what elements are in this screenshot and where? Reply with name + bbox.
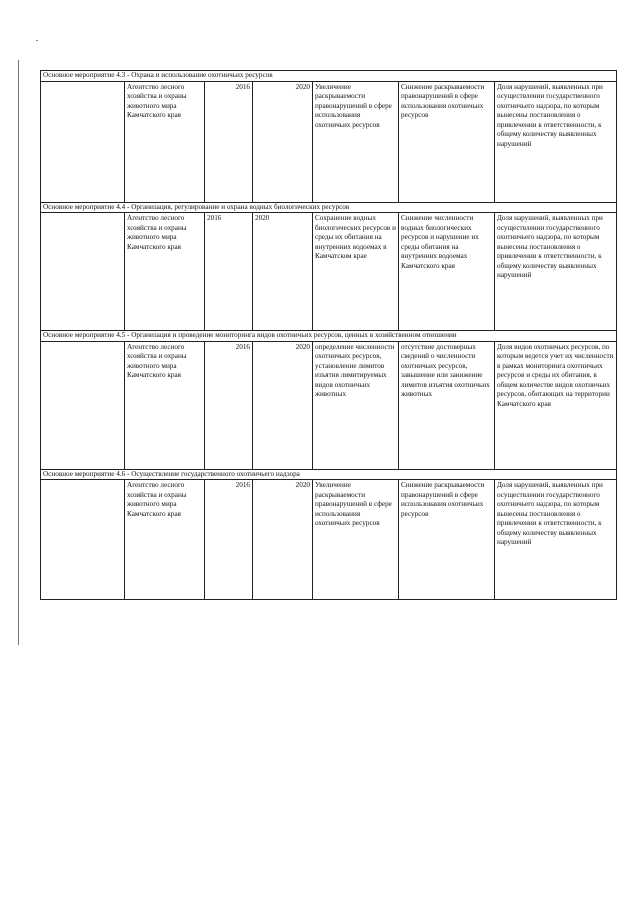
measure-row: [41, 341, 617, 469]
end-year-cell: 2020: [253, 213, 313, 331]
consequence-cell: Снижение раскрываемости правонарушений в сфере использования охотничьих ресурсов: [399, 480, 495, 600]
section-header: [41, 71, 617, 82]
expected-result-cell: определение численности охотничьих ресурсов, установление лимитов изъятия лимитируемых видов охотничьих животных: [313, 341, 399, 469]
section-header: [41, 469, 617, 480]
consequence-cell: Снижение численности водных биологических ресурсов и нарушение их среды обитания на внутренних водоемах Камчатского края: [399, 213, 495, 331]
start-year-cell: 2016: [205, 213, 253, 331]
page-mark: [36, 40, 38, 41]
binding-line: [18, 60, 19, 645]
start-year-cell: 2016: [205, 81, 253, 202]
measure-row: [41, 480, 617, 600]
section-header: [41, 331, 617, 342]
measure-row: [41, 81, 617, 202]
indicator-cell: Доля видов охотничьих ресурсов, по которым ведется учет их численности в рамках мониторинга охотничьих ресурсов и среды их обитания, в общем количестве видов охотничьих ресурсов, обитающих на территории Камчатского края: [495, 341, 617, 469]
end-year-cell: 2020: [253, 341, 313, 469]
executor-cell: Агентство лесного хозяйства и охраны животного мира Камчатского края: [125, 480, 205, 600]
section-title: Основное мероприятие 4.5 - Организация и проведение мониторинга видов охотничьих ресурсов, ценных в хозяйственном отношении: [41, 331, 617, 342]
measures-table: [40, 70, 617, 600]
end-year-cell: 2020: [253, 81, 313, 202]
consequence-cell: отсутствие достоверных сведений о численности охотничьих ресурсов, завышение или занижение лимитов изъятия охотничьих животных: [399, 341, 495, 469]
section-header: [41, 202, 617, 213]
start-year-cell: 2016: [205, 341, 253, 469]
indicator-cell: Доля нарушений, выявленных при осуществлении государственного охотничьего надзора, по которым вынесены постановления о привлечении к ответственности, к общему количеству выявленных нарушений: [495, 81, 617, 202]
consequence-cell: Снижение раскрываемости правонарушений в сфере использования охотничьих ресурсов: [399, 81, 495, 202]
measure-row: [41, 213, 617, 331]
measure-number-cell: [41, 81, 125, 202]
indicator-cell: Доля нарушений, выявленных при осуществлении государственного охотничьего надзора, по которым вынесены постановления о привлечении к ответственности, к общему количеству выявленных нарушений: [495, 480, 617, 600]
expected-result-cell: Увеличение раскрываемости правонарушений в сфере использования охотничьих ресурсов: [313, 480, 399, 600]
indicator-cell: Доля нарушений, выявленных при осуществлении государственного охотничьего надзора, по которым вынесены постановления о привлечении к ответственности, к общему количеству выявленных нарушений: [495, 213, 617, 331]
start-year-cell: 2016: [205, 480, 253, 600]
measure-number-cell: [41, 480, 125, 600]
executor-cell: Агентство лесного хозяйства и охраны животного мира Камчатского края: [125, 81, 205, 202]
section-title: Основное мероприятие 4.6 - Осуществление государственного охотничьего надзора: [41, 469, 617, 480]
expected-result-cell: Сохранение водных биологических ресурсов и среды их обитания на внутренних водоемах в Камчатском крае: [313, 213, 399, 331]
executor-cell: Агентство лесного хозяйства и охраны животного мира Камчатского края: [125, 341, 205, 469]
section-title: Основное мероприятие 4.3 - Охрана и использование охотничьих ресурсов: [41, 71, 617, 82]
measure-number-cell: [41, 213, 125, 331]
executor-cell: Агентство лесного хозяйства и охраны животного мира Камчатского края: [125, 213, 205, 331]
end-year-cell: 2020: [253, 480, 313, 600]
section-title: Основное мероприятие 4.4 - Организация, регулирование и охрана водных биологических ресурсов: [41, 202, 617, 213]
measure-number-cell: [41, 341, 125, 469]
expected-result-cell: Увеличение раскрываемости правонарушений в сфере использования охотничьих ресурсов: [313, 81, 399, 202]
